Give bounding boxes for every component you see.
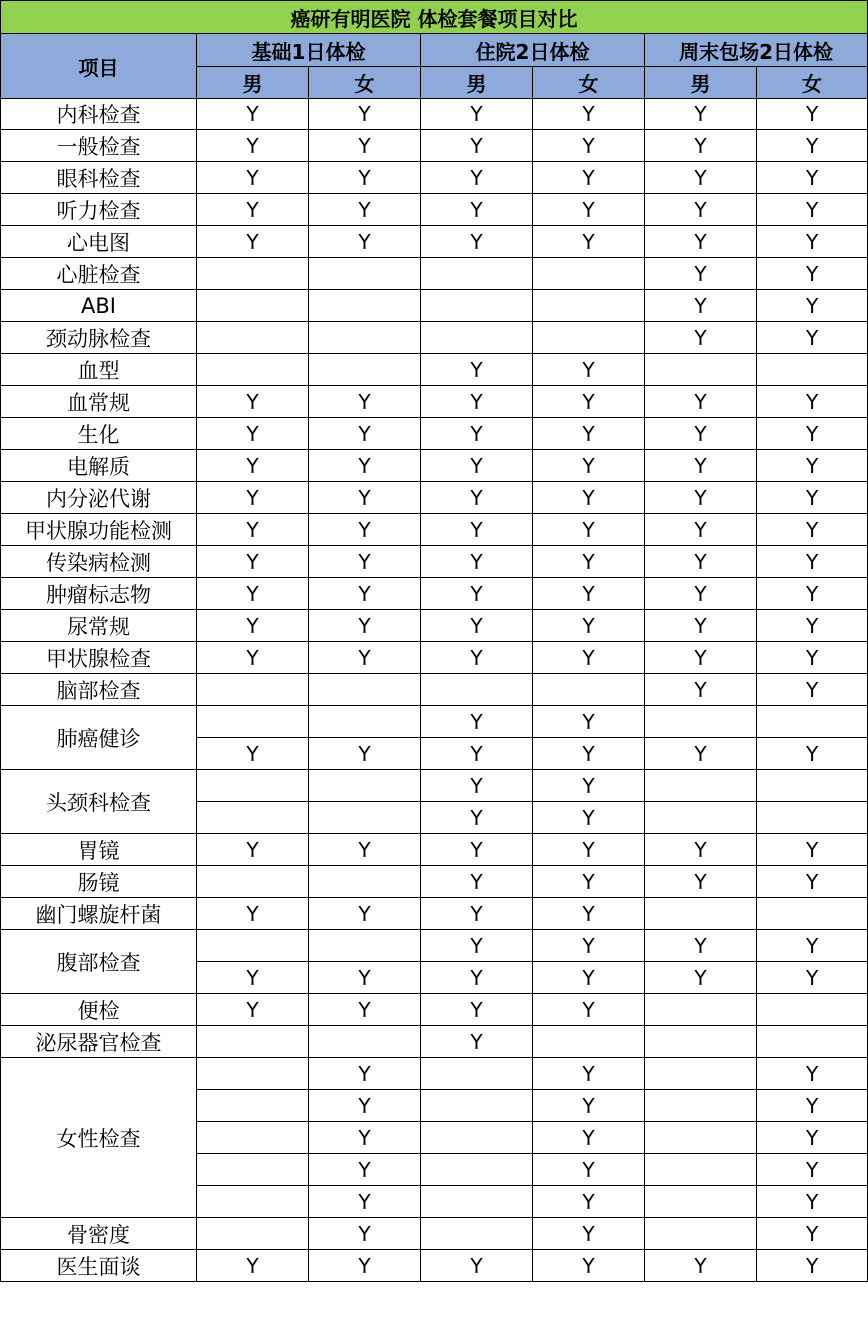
check-cell: Y (421, 482, 533, 514)
item-name-cell: 血型 (1, 354, 197, 386)
check-cell: Y (197, 450, 309, 482)
check-cell: Y (421, 546, 533, 578)
item-name-cell: ABI (1, 290, 197, 322)
check-cell: Y (197, 994, 309, 1026)
check-cell: Y (645, 642, 757, 674)
item-name-cell: 医生面谈 (1, 1250, 197, 1282)
check-cell: Y (421, 162, 533, 194)
check-cell: Y (309, 642, 421, 674)
check-cell: Y (421, 386, 533, 418)
check-cell: Y (309, 834, 421, 866)
table-row (1, 162, 868, 194)
check-cell: Y (197, 898, 309, 930)
check-cell: Y (533, 1186, 645, 1218)
check-cell (645, 994, 757, 1026)
table-row (1, 226, 868, 258)
check-cell: Y (309, 514, 421, 546)
check-cell: Y (645, 418, 757, 450)
check-cell: Y (645, 226, 757, 258)
check-cell: Y (421, 738, 533, 770)
check-cell: Y (645, 1250, 757, 1282)
item-name-cell: 甲状腺功能检测 (1, 514, 197, 546)
check-cell (197, 1090, 309, 1122)
check-cell: Y (197, 99, 309, 130)
check-cell (197, 802, 309, 834)
item-name-cell: 肿瘤标志物 (1, 578, 197, 610)
check-cell: Y (197, 418, 309, 450)
check-cell: Y (757, 514, 868, 546)
item-name-cell: 传染病检测 (1, 546, 197, 578)
check-cell (533, 322, 645, 354)
item-name-cell: 心脏检查 (1, 258, 197, 290)
check-cell: Y (757, 162, 868, 194)
item-name-cell: 听力检查 (1, 194, 197, 226)
gender-header-female: 女 (309, 67, 421, 99)
check-cell: Y (645, 738, 757, 770)
table-row (1, 866, 868, 898)
package-header-weekend: 周末包场2日体检 (645, 34, 868, 67)
check-cell: Y (421, 642, 533, 674)
check-cell: Y (645, 866, 757, 898)
package-header-basic: 基础1日体检 (197, 34, 421, 67)
check-cell: Y (757, 130, 868, 162)
item-name-cell: 尿常规 (1, 610, 197, 642)
check-cell: Y (533, 706, 645, 738)
table-row (1, 770, 868, 802)
check-cell (197, 706, 309, 738)
check-cell: Y (421, 802, 533, 834)
check-cell: Y (309, 130, 421, 162)
check-cell: Y (421, 130, 533, 162)
check-cell: Y (197, 482, 309, 514)
check-cell: Y (309, 194, 421, 226)
check-cell: Y (533, 130, 645, 162)
package-header-inpatient: 住院2日体检 (421, 34, 645, 67)
item-name-cell: 眼科检查 (1, 162, 197, 194)
check-cell (533, 258, 645, 290)
check-cell: Y (645, 962, 757, 994)
check-cell: Y (645, 162, 757, 194)
check-cell (197, 354, 309, 386)
check-cell: Y (645, 194, 757, 226)
check-cell: Y (645, 130, 757, 162)
check-cell: Y (533, 162, 645, 194)
item-column-header: 项目 (1, 34, 197, 99)
check-cell: Y (645, 834, 757, 866)
check-cell: Y (533, 802, 645, 834)
check-cell: Y (533, 1122, 645, 1154)
check-cell: Y (533, 226, 645, 258)
check-cell: Y (309, 99, 421, 130)
check-cell: Y (757, 1154, 868, 1186)
check-cell: Y (421, 226, 533, 258)
check-cell: Y (757, 99, 868, 130)
check-cell (645, 1218, 757, 1250)
check-cell (197, 258, 309, 290)
item-name-cell: 颈动脉检查 (1, 322, 197, 354)
table-row (1, 418, 868, 450)
check-cell: Y (309, 1218, 421, 1250)
check-cell (197, 322, 309, 354)
check-cell: Y (757, 674, 868, 706)
check-cell: Y (309, 1250, 421, 1282)
check-cell: Y (533, 418, 645, 450)
check-cell: Y (533, 834, 645, 866)
check-cell: Y (197, 610, 309, 642)
check-cell: Y (757, 610, 868, 642)
check-cell (421, 258, 533, 290)
gender-header-male: 男 (421, 67, 533, 99)
check-cell: Y (421, 578, 533, 610)
check-cell (309, 706, 421, 738)
check-cell: Y (757, 482, 868, 514)
check-cell: Y (309, 226, 421, 258)
item-name-cell: 血常规 (1, 386, 197, 418)
item-name-cell: 脑部检查 (1, 674, 197, 706)
check-cell (197, 674, 309, 706)
table-row (1, 930, 868, 962)
table-row (1, 290, 868, 322)
check-cell (645, 802, 757, 834)
table-row (1, 642, 868, 674)
check-cell: Y (645, 290, 757, 322)
check-cell: Y (309, 418, 421, 450)
check-cell: Y (309, 994, 421, 1026)
check-cell (645, 1058, 757, 1090)
check-cell: Y (197, 1250, 309, 1282)
check-cell: Y (533, 482, 645, 514)
table-row (1, 1218, 868, 1250)
check-cell: Y (533, 1218, 645, 1250)
check-cell: Y (421, 610, 533, 642)
check-cell: Y (533, 898, 645, 930)
table-row (1, 258, 868, 290)
check-cell (645, 898, 757, 930)
check-cell (197, 290, 309, 322)
check-cell (645, 770, 757, 802)
gender-header-female: 女 (757, 67, 868, 99)
table-row (1, 482, 868, 514)
check-cell: Y (197, 162, 309, 194)
item-name-cell: 头颈科检查 (1, 770, 197, 834)
check-cell: Y (645, 482, 757, 514)
check-cell (197, 1122, 309, 1154)
check-cell: Y (533, 962, 645, 994)
check-cell (309, 770, 421, 802)
table-title: 癌研有明医院 体检套餐项目对比 (1, 1, 868, 34)
check-cell: Y (309, 962, 421, 994)
check-cell: Y (197, 546, 309, 578)
check-cell (197, 1058, 309, 1090)
check-cell (197, 866, 309, 898)
check-cell: Y (757, 1186, 868, 1218)
item-name-cell: 内分泌代谢 (1, 482, 197, 514)
item-name-cell: 生化 (1, 418, 197, 450)
check-cell: Y (757, 1250, 868, 1282)
table-row (1, 834, 868, 866)
check-cell (197, 1154, 309, 1186)
check-cell (309, 930, 421, 962)
table-row (1, 674, 868, 706)
check-cell (309, 866, 421, 898)
item-name-cell: 骨密度 (1, 1218, 197, 1250)
check-cell (421, 1058, 533, 1090)
check-cell: Y (309, 610, 421, 642)
check-cell: Y (533, 930, 645, 962)
check-cell (757, 354, 868, 386)
item-name-cell: 一般检查 (1, 130, 197, 162)
check-cell: Y (757, 642, 868, 674)
check-cell: Y (757, 738, 868, 770)
check-cell: Y (309, 578, 421, 610)
check-cell: Y (757, 322, 868, 354)
table-row (1, 578, 868, 610)
check-cell (421, 290, 533, 322)
check-cell: Y (421, 706, 533, 738)
item-name-cell: 泌尿器官检查 (1, 1026, 197, 1058)
check-cell (197, 1026, 309, 1058)
check-cell: Y (757, 1122, 868, 1154)
check-cell: Y (309, 898, 421, 930)
gender-header-male: 男 (645, 67, 757, 99)
check-cell (309, 1026, 421, 1058)
check-cell: Y (309, 1186, 421, 1218)
check-cell: Y (757, 258, 868, 290)
check-cell: Y (197, 834, 309, 866)
check-cell: Y (309, 482, 421, 514)
check-cell (645, 1122, 757, 1154)
table-row (1, 322, 868, 354)
table-row (1, 706, 868, 738)
item-name-cell: 内科检查 (1, 99, 197, 130)
check-cell: Y (757, 1218, 868, 1250)
item-name-cell: 腹部检查 (1, 930, 197, 994)
check-cell: Y (757, 418, 868, 450)
gender-header-male: 男 (197, 67, 309, 99)
check-cell (421, 674, 533, 706)
check-cell: Y (645, 322, 757, 354)
item-name-cell: 幽门螺旋杆菌 (1, 898, 197, 930)
check-cell (645, 1090, 757, 1122)
check-cell: Y (309, 1090, 421, 1122)
check-cell (757, 1026, 868, 1058)
check-cell: Y (757, 386, 868, 418)
check-cell: Y (197, 194, 309, 226)
check-cell: Y (309, 738, 421, 770)
check-cell: Y (645, 578, 757, 610)
check-cell: Y (757, 578, 868, 610)
check-cell (757, 802, 868, 834)
check-cell (421, 1122, 533, 1154)
check-cell: Y (421, 1026, 533, 1058)
check-cell: Y (197, 962, 309, 994)
table-row (1, 994, 868, 1026)
check-cell: Y (645, 99, 757, 130)
check-cell: Y (421, 834, 533, 866)
check-cell: Y (533, 1250, 645, 1282)
check-cell (421, 1154, 533, 1186)
check-cell: Y (421, 194, 533, 226)
check-cell: Y (421, 930, 533, 962)
check-cell (533, 290, 645, 322)
check-cell: Y (757, 450, 868, 482)
check-cell: Y (645, 258, 757, 290)
check-cell: Y (533, 866, 645, 898)
check-cell: Y (421, 866, 533, 898)
check-cell (533, 674, 645, 706)
table-row (1, 898, 868, 930)
check-cell: Y (645, 930, 757, 962)
check-cell (309, 322, 421, 354)
check-cell: Y (421, 450, 533, 482)
check-cell: Y (533, 738, 645, 770)
gender-header-female: 女 (533, 67, 645, 99)
check-cell (645, 706, 757, 738)
check-cell: Y (421, 514, 533, 546)
check-cell: Y (197, 578, 309, 610)
table-row (1, 130, 868, 162)
check-cell (757, 706, 868, 738)
check-cell: Y (421, 354, 533, 386)
check-cell: Y (421, 994, 533, 1026)
check-cell (645, 354, 757, 386)
item-name-cell: 肺癌健诊 (1, 706, 197, 770)
check-cell: Y (645, 546, 757, 578)
check-cell: Y (197, 738, 309, 770)
check-cell (309, 354, 421, 386)
check-cell: Y (533, 99, 645, 130)
check-cell: Y (645, 386, 757, 418)
check-cell (757, 770, 868, 802)
check-cell: Y (645, 450, 757, 482)
check-cell: Y (533, 610, 645, 642)
check-cell (197, 1218, 309, 1250)
check-cell (421, 1090, 533, 1122)
check-cell (757, 898, 868, 930)
check-cell: Y (757, 866, 868, 898)
check-cell: Y (309, 450, 421, 482)
check-cell (197, 1186, 309, 1218)
check-cell: Y (309, 1154, 421, 1186)
check-cell: Y (757, 226, 868, 258)
check-cell: Y (421, 962, 533, 994)
check-cell: Y (309, 1058, 421, 1090)
table-row (1, 546, 868, 578)
table-row (1, 1026, 868, 1058)
check-cell (197, 930, 309, 962)
check-cell: Y (421, 898, 533, 930)
check-cell: Y (757, 962, 868, 994)
check-cell: Y (533, 1154, 645, 1186)
check-cell (197, 770, 309, 802)
check-cell: Y (533, 1090, 645, 1122)
table-row (1, 1058, 868, 1090)
table-row (1, 194, 868, 226)
table-row (1, 386, 868, 418)
check-cell (421, 1218, 533, 1250)
check-cell (421, 1186, 533, 1218)
check-cell: Y (421, 1250, 533, 1282)
item-name-cell: 胃镜 (1, 834, 197, 866)
table-row (1, 1250, 868, 1282)
check-cell: Y (533, 194, 645, 226)
check-cell (645, 1186, 757, 1218)
check-cell: Y (757, 546, 868, 578)
check-cell: Y (757, 1090, 868, 1122)
check-cell (645, 1026, 757, 1058)
check-cell: Y (421, 770, 533, 802)
check-cell: Y (533, 642, 645, 674)
item-name-cell: 电解质 (1, 450, 197, 482)
check-cell (533, 1026, 645, 1058)
item-name-cell: 女性检查 (1, 1058, 197, 1218)
check-cell: Y (533, 514, 645, 546)
table-row (1, 354, 868, 386)
check-cell: Y (757, 930, 868, 962)
check-cell (421, 322, 533, 354)
check-cell: Y (309, 386, 421, 418)
check-cell: Y (757, 290, 868, 322)
check-cell (645, 1154, 757, 1186)
check-cell: Y (533, 994, 645, 1026)
check-cell: Y (309, 546, 421, 578)
check-cell (309, 802, 421, 834)
table-body (1, 99, 868, 1282)
check-cell: Y (645, 610, 757, 642)
check-cell: Y (309, 1122, 421, 1154)
item-name-cell: 心电图 (1, 226, 197, 258)
check-cell: Y (533, 546, 645, 578)
check-cell: Y (757, 194, 868, 226)
item-name-cell: 甲状腺检查 (1, 642, 197, 674)
check-cell (309, 674, 421, 706)
check-cell: Y (421, 99, 533, 130)
check-cell: Y (421, 418, 533, 450)
check-cell: Y (533, 1058, 645, 1090)
check-cell: Y (197, 226, 309, 258)
check-cell: Y (533, 354, 645, 386)
check-cell: Y (533, 770, 645, 802)
check-cell: Y (757, 834, 868, 866)
check-cell: Y (197, 130, 309, 162)
check-cell: Y (757, 1058, 868, 1090)
check-cell: Y (533, 578, 645, 610)
check-cell: Y (309, 162, 421, 194)
check-cell (309, 258, 421, 290)
check-cell: Y (197, 642, 309, 674)
item-name-cell: 肠镜 (1, 866, 197, 898)
item-name-cell: 便检 (1, 994, 197, 1026)
check-cell (757, 994, 868, 1026)
check-cell (309, 290, 421, 322)
check-cell: Y (645, 514, 757, 546)
check-cell: Y (533, 386, 645, 418)
check-cell: Y (645, 674, 757, 706)
table-row (1, 99, 868, 130)
table-row (1, 610, 868, 642)
check-cell: Y (533, 450, 645, 482)
table-row (1, 514, 868, 546)
check-cell: Y (197, 386, 309, 418)
table-row (1, 450, 868, 482)
check-cell: Y (197, 514, 309, 546)
